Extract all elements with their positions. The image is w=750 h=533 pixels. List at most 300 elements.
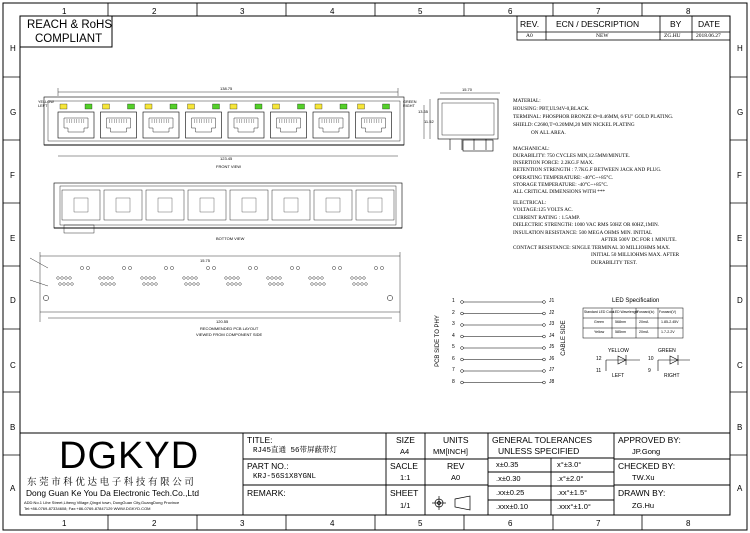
tolerance-linear: .xxx±0.10: [496, 502, 529, 511]
pcb-hole: [235, 283, 238, 286]
led-right-label: RIGHT: [664, 373, 680, 379]
by-header: BY: [670, 19, 682, 29]
pcb-hole: [189, 283, 192, 286]
pin-terminal-left: [461, 312, 464, 315]
led-spec-header: Forward(Ic): [637, 310, 655, 314]
date-header: DATE: [698, 19, 721, 29]
pcb-hole: [269, 283, 272, 286]
led-green: [128, 104, 135, 109]
part-label: PART NO.:: [247, 461, 289, 471]
pcb-hole: [315, 283, 318, 286]
column-number-bottom: 4: [330, 519, 335, 528]
row-letter-right: H: [737, 44, 743, 53]
led-pcb-hole: [170, 266, 173, 269]
rev-value: A0: [526, 33, 533, 39]
led-pcb-hole: [212, 266, 215, 269]
front-dim-bottom: 123.45: [220, 156, 233, 161]
pcb-hole: [185, 283, 188, 286]
mounting-hole: [43, 295, 48, 300]
pin-terminal-left: [461, 370, 464, 373]
column-number-top: 4: [330, 7, 335, 16]
pcb-hole: [105, 283, 108, 286]
pin-number-right: J1: [549, 298, 555, 304]
pcb-hole: [65, 277, 68, 280]
led-yellow: [358, 104, 365, 109]
front-view-caption: FRONT VIEW: [216, 164, 242, 169]
pin-number-right: J2: [549, 309, 555, 316]
pcb-hole: [153, 277, 156, 280]
tolerance-title-2: UNLESS SPECIFIED: [498, 446, 580, 456]
pcb-hole: [353, 283, 356, 286]
units-value: MM[INCH]: [433, 447, 468, 456]
pcb-hole: [317, 277, 320, 280]
led-spec-cell: 1.7-2.2V: [661, 330, 675, 334]
projection-symbol: [432, 496, 470, 510]
bottom-port-latch: [326, 198, 340, 212]
pcb-hole: [67, 283, 70, 286]
rev-label: REV: [447, 461, 465, 471]
pcb-hole: [59, 283, 62, 286]
brand-logo: DGKYD: [59, 435, 200, 477]
row-letter-left: F: [10, 171, 15, 180]
pcb-hole: [197, 283, 200, 286]
bottom-port-outline: [356, 190, 394, 220]
tolerance-angular: x°±3.0°: [557, 460, 582, 469]
bottom-port-outline: [230, 190, 268, 220]
pcb-hole: [155, 283, 158, 286]
pcb-hole: [61, 277, 64, 280]
pcb-hole: [239, 283, 242, 286]
rj45-port-opening: [192, 118, 216, 132]
rj45-port: [101, 112, 137, 138]
spec-electrical-line: DURABILITY TEST.: [591, 259, 638, 266]
pcb-hole: [107, 277, 110, 280]
pcb-hole: [365, 283, 368, 286]
compliance-line-1: REACH & RoHS: [27, 19, 112, 31]
bottom-port-latch: [284, 198, 298, 212]
size-value: A4: [400, 447, 410, 456]
pcb-hole: [355, 277, 358, 280]
bottom-port-latch: [116, 198, 130, 212]
rj45-port-opening: [277, 118, 301, 132]
led-pin-9: 9: [648, 368, 651, 374]
spec-material-line: ON ALL AREA.: [531, 130, 566, 136]
spec-electrical-line: INSULATION RESISTANCE: 500 MEGA OHMS MIN. INITIAL: [513, 229, 653, 236]
bottom-port-latch: [368, 198, 382, 212]
led-left-label: LEFT: [612, 373, 625, 379]
rj45-port: [143, 112, 179, 138]
front-view-leds: [60, 104, 390, 109]
led-green: [340, 104, 347, 109]
pcb-hole: [267, 277, 270, 280]
pcb-hole: [71, 283, 74, 286]
company-name-en: Dong Guan Ke You Da Electronic Tech.Co.,Ltd: [26, 488, 200, 498]
pin-terminal-right: [543, 347, 546, 350]
pcb-caption-2: VIEWED FROM COMPONENT SIDE: [196, 332, 263, 337]
pin-terminal-left: [461, 381, 464, 384]
row-letter-right: B: [737, 423, 743, 432]
led-pcb-hole: [332, 266, 335, 269]
mounting-hole: [387, 295, 392, 300]
pcb-hole: [109, 283, 112, 286]
size-label: SIZE: [396, 435, 415, 445]
pcb-hole: [101, 283, 104, 286]
rj45-port-opening: [319, 118, 343, 132]
led-spec-cell: Yellow: [594, 330, 605, 334]
led-green: [170, 104, 177, 109]
column-number-bottom: 8: [686, 519, 691, 528]
column-number-top: 3: [240, 7, 245, 16]
spec-electrical-line: CONTACT RESISTANCE: SINGLE TERMINAL 30 MILLIOHMS MAX.: [513, 244, 671, 251]
led-spec-cell: Green: [594, 320, 604, 324]
bottom-port-outline: [188, 190, 226, 220]
pcb-hole: [151, 283, 154, 286]
pcb-hole: [57, 277, 60, 280]
pin-number-right: J3: [549, 321, 555, 327]
led-spec-header: LED Wavelength: [613, 310, 639, 314]
part-value: KRJ-56S1X8YGNL: [253, 473, 317, 481]
pcb-hole: [359, 277, 362, 280]
led-green: [213, 104, 220, 109]
led-spec-cell: 1.85-2.45V: [661, 320, 679, 324]
led-pin-12: 12: [596, 356, 602, 362]
ecn-value: NEW: [596, 33, 609, 39]
column-number-top: 8: [686, 7, 691, 16]
pcb-hole: [63, 283, 66, 286]
tolerance-linear: .x±0.30: [496, 474, 521, 483]
led-pcb-hole: [296, 266, 299, 269]
column-number-bottom: 7: [596, 519, 601, 528]
column-number-bottom: 2: [152, 519, 157, 528]
led-green: [85, 104, 92, 109]
side-view-drawing: [424, 93, 500, 151]
pcb-hole: [277, 283, 280, 286]
led-yellow: [315, 104, 322, 109]
rev-value-tb: A0: [451, 473, 461, 482]
led-yellow: [103, 104, 110, 109]
pcb-dim-1: 15.75: [200, 258, 211, 263]
pcb-hole: [361, 283, 364, 286]
pcb-hole: [103, 277, 106, 280]
led-pcb-hole: [290, 266, 293, 269]
pcb-hole: [149, 277, 152, 280]
pcb-hole: [111, 277, 114, 280]
rj45-port-opening: [149, 118, 173, 132]
bottom-port-outline: [146, 190, 184, 220]
spec-electrical-title: ELECTRICAL:: [513, 200, 547, 206]
led-green: [383, 104, 390, 109]
led-yellow-label: YELLOW: [608, 348, 629, 354]
rj45-port-opening: [362, 118, 386, 132]
led-yellow: [188, 104, 195, 109]
led-pcb-hole: [338, 266, 341, 269]
spec-material-title: MATERIAL:: [513, 98, 541, 104]
front-led-left-label: YELLOW LEFT: [38, 100, 54, 108]
approved-label: APPROVED BY:: [618, 435, 681, 445]
led-yellow: [145, 104, 152, 109]
row-letter-left: A: [10, 484, 16, 493]
pin-terminal-left: [461, 335, 464, 338]
row-letter-right: E: [737, 234, 743, 243]
spec-material-line: TERMINAL: PHOSPHOR BRONZE Ø=0.46MM, 6/FU" GOLD PLATING.: [513, 114, 674, 120]
spec-mechanical-line: DURABILITY: 750 CYCLES MIN,12.5MM/MINUTE.: [513, 153, 630, 159]
pin-number-left: 1: [452, 298, 455, 304]
remark-label: REMARK:: [247, 488, 286, 498]
rj45-port: [313, 112, 349, 138]
checked-label: CHECKED BY:: [618, 461, 676, 471]
title-value: RJ45直通 56带屏蔽带灯: [253, 447, 338, 455]
tolerance-linear: x±0.35: [496, 460, 519, 469]
bottom-view-drawing: [54, 183, 402, 233]
led-pcb-hole: [254, 266, 257, 269]
rj45-port: [186, 112, 222, 138]
pin-number-left: 2: [452, 309, 455, 316]
tolerance-angular: .xxx°±1.0°: [557, 502, 591, 511]
spec-mechanical-line: ALL CRITICAL DIMENSIONS WITH ***: [513, 189, 606, 195]
pcb-hole: [193, 283, 196, 286]
pin-terminal-right: [543, 370, 546, 373]
pcb-hole: [271, 277, 274, 280]
checked-value: TW.Xu: [632, 473, 655, 482]
tolerance-title-1: GENERAL TOLERANCES: [492, 435, 592, 445]
pcb-hole: [229, 277, 232, 280]
spec-electrical-line: CURRENT RATING : 1.5AMP.: [513, 214, 580, 221]
led-pcb-hole: [374, 266, 377, 269]
bottom-port-outline: [104, 190, 142, 220]
led-green: [298, 104, 305, 109]
pin-terminal-left: [461, 347, 464, 350]
led-pcb-hole: [164, 266, 167, 269]
rev-header: REV.: [520, 19, 540, 29]
led-pcb-hole: [86, 266, 89, 269]
pcb-hole: [233, 277, 236, 280]
pcb-side-label: PCB SIDE TO PHY: [435, 315, 441, 367]
pcb-hole: [363, 277, 366, 280]
spec-electrical-line: VOLTAGE:125 VOLTS AC.: [513, 207, 573, 213]
bottom-port-latch: [242, 198, 256, 212]
pcb-hole: [187, 277, 190, 280]
led-pcb-hole: [380, 266, 383, 269]
led-spec-title: LED Specification: [612, 298, 660, 304]
spec-mechanical-line: OPERATING TEMPERATURE: -40°C~+85°C.: [513, 174, 614, 181]
tolerance-angular: .xx°±1.5°: [557, 488, 588, 497]
bottom-port-latch: [74, 198, 88, 212]
pcb-hole: [237, 277, 240, 280]
pcb-layout-holes: [43, 266, 392, 300]
pin-terminal-left: [461, 324, 464, 327]
pin-terminal-right: [543, 312, 546, 315]
pcb-hole: [323, 283, 326, 286]
spec-mechanical-line: STORAGE TEMPERATURE: -40°C~+85°C.: [513, 181, 609, 188]
tolerance-angular: .x°±2.0°: [557, 474, 584, 483]
led-pcb-hole: [122, 266, 125, 269]
column-number-bottom: 6: [508, 519, 513, 528]
pcb-hole: [351, 277, 354, 280]
sheet-label: SHEET: [390, 488, 419, 498]
sheet-value: 1/1: [400, 501, 411, 510]
rj45-port: [356, 112, 392, 138]
pin-terminal-right: [543, 301, 546, 304]
side-dim-h2: 11.52: [424, 119, 434, 124]
tolerance-linear: .xx±0.25: [496, 488, 525, 497]
column-number-top: 2: [152, 7, 157, 16]
pcb-hole: [145, 277, 148, 280]
spec-mechanical-line: INSERTION FORCE: 2.2KG.F MAX.: [513, 160, 594, 167]
column-number-bottom: 1: [62, 519, 67, 528]
spec-electrical-line: INITIAL 50 MILLIOHMS MAX. AFTER: [591, 252, 680, 258]
led-spec-header: Standard LED Color: [584, 310, 615, 314]
row-letter-right: A: [737, 484, 743, 493]
spec-material-line: SHIELD: C2680,T=0.20MM,20 MIN NICKEL PLATING: [513, 122, 635, 128]
front-dim-top: 138.75: [220, 86, 233, 91]
led-spec-cell: 20mA: [639, 320, 649, 324]
row-letter-left: H: [10, 44, 16, 53]
spec-electrical-line: DIELECTRIC STRENGTH: 1000 VAC RMS 50HZ OR 60HZ,1MIN.: [513, 222, 660, 228]
pcb-hole: [191, 277, 194, 280]
led-spec-cell: 585nm: [615, 330, 626, 334]
pin-terminal-right: [543, 358, 546, 361]
led-yellow: [230, 104, 237, 109]
row-letter-left: E: [10, 234, 16, 243]
pcb-hole: [279, 277, 282, 280]
pcb-hole: [99, 277, 102, 280]
scale-value: 1:1: [400, 473, 411, 482]
row-letter-left: G: [10, 108, 17, 117]
pcb-layout-drawing: [30, 252, 400, 322]
pin-number-right: J5: [549, 344, 555, 350]
led-green-label: GREEN: [658, 348, 676, 354]
ecn-header: ECN / DESCRIPTION: [556, 19, 640, 29]
pin-number-right: J8: [549, 378, 555, 385]
spec-mechanical-title: MACHANICAL:: [513, 146, 550, 152]
pcb-hole: [281, 283, 284, 286]
column-number-top: 1: [62, 7, 67, 16]
led-pin-10: 10: [648, 356, 654, 362]
led-yellow: [273, 104, 280, 109]
rj45-port-opening: [107, 118, 131, 132]
led-pcb-hole: [248, 266, 251, 269]
pin-number-right: J6: [549, 355, 555, 362]
bottom-view-ports: [62, 190, 394, 220]
company-name-cn: 东莞市科优达电子科技有限公司: [27, 477, 197, 488]
column-number-top: 5: [418, 7, 423, 16]
bottom-port-latch: [158, 198, 172, 212]
row-letter-left: B: [10, 423, 16, 432]
approved-value: JP.Gong: [632, 447, 661, 456]
row-letter-left: D: [10, 296, 16, 305]
side-dim-h1: 13.35: [418, 109, 429, 114]
pcb-hole: [275, 277, 278, 280]
pcb-hole: [321, 277, 324, 280]
pin-number-left: 6: [452, 355, 455, 362]
led-pcb-hole: [128, 266, 131, 269]
date-value: 2018.06.27: [696, 33, 721, 39]
rj45-port: [58, 112, 94, 138]
row-letter-right: G: [737, 108, 744, 117]
pin-diagram-lines: [461, 301, 546, 384]
pcb-hole: [309, 277, 312, 280]
bottom-port-outline: [272, 190, 310, 220]
by-value: ZG.HU: [664, 33, 681, 39]
front-view-ports: [58, 112, 392, 138]
led-pin-11: 11: [596, 368, 602, 374]
pcb-hole: [319, 283, 322, 286]
pcb-hole: [273, 283, 276, 286]
led-pcb-hole: [80, 266, 83, 269]
pcb-hole: [311, 283, 314, 286]
pcb-hole: [357, 283, 360, 286]
pcb-caption-1: RECOMMENDED PCB LAYOUT: [200, 326, 259, 331]
row-letter-right: D: [737, 296, 743, 305]
rj45-port: [228, 112, 264, 138]
led-spec-header: Forward(V): [659, 310, 676, 314]
column-number-bottom: 5: [418, 519, 423, 528]
pcb-hole: [183, 277, 186, 280]
units-label: UNITS: [443, 435, 469, 445]
pcb-hole: [313, 277, 316, 280]
rj45-port-opening: [234, 118, 258, 132]
front-led-right-label: GREEN RIGHT: [403, 100, 417, 108]
rj45-port-opening: [64, 118, 88, 132]
led-spec-cell: 568nm: [615, 320, 626, 324]
pin-terminal-right: [543, 324, 546, 327]
pcb-hole: [69, 277, 72, 280]
pcb-hole: [227, 283, 230, 286]
pin-terminal-right: [543, 335, 546, 338]
company-contact: Tel:+86-0769-87334608; Fax:+86-0769-87847129 WWW.DGKYD.COM: [24, 506, 151, 511]
pcb-hole: [147, 283, 150, 286]
title-label: TITLE:: [247, 435, 273, 445]
spec-material-line: HOUSING: PBT,UL94V-0,BLACK.: [513, 106, 590, 112]
led-spec-cell: 20mA: [639, 330, 649, 334]
row-letter-left: C: [10, 361, 16, 370]
rj45-port: [271, 112, 307, 138]
pcb-hole: [143, 283, 146, 286]
column-number-top: 7: [596, 7, 601, 16]
column-number-bottom: 3: [240, 519, 245, 528]
compliance-line-2: COMPLIANT: [35, 33, 103, 45]
column-number-top: 6: [508, 7, 513, 16]
pin-number-right: J4: [549, 332, 555, 339]
cable-side-label: CABLE SIDE: [561, 320, 567, 356]
bottom-port-outline: [62, 190, 100, 220]
bottom-view-caption: BOTTOM VIEW: [216, 236, 245, 241]
side-dim-top: 15.70: [462, 87, 473, 92]
bottom-port-latch: [200, 198, 214, 212]
row-letter-right: C: [737, 361, 743, 370]
drawn-value: ZG.Hu: [632, 501, 655, 510]
spec-electrical-line: AFTER 500V DC FOR 1 MINUTE.: [601, 237, 677, 243]
pcb-hole: [231, 283, 234, 286]
pin-terminal-right: [543, 381, 546, 384]
pin-terminal-left: [461, 358, 464, 361]
pcb-hole: [113, 283, 116, 286]
scale-label: SACLE: [390, 461, 418, 471]
drawn-label: DRAWN BY:: [618, 488, 666, 498]
pin-number-left: 4: [452, 332, 455, 339]
pin-terminal-left: [461, 301, 464, 304]
led-yellow: [60, 104, 67, 109]
front-view-drawing: [44, 88, 404, 156]
pin-number-right: J7: [549, 367, 555, 373]
pcb-dim-2: 120.55: [216, 319, 229, 324]
bottom-port-outline: [314, 190, 352, 220]
led-green: [255, 104, 262, 109]
led-pcb-hole: [206, 266, 209, 269]
row-letter-right: F: [737, 171, 742, 180]
pin-number-left: 3: [452, 321, 455, 327]
pcb-hole: [141, 277, 144, 280]
